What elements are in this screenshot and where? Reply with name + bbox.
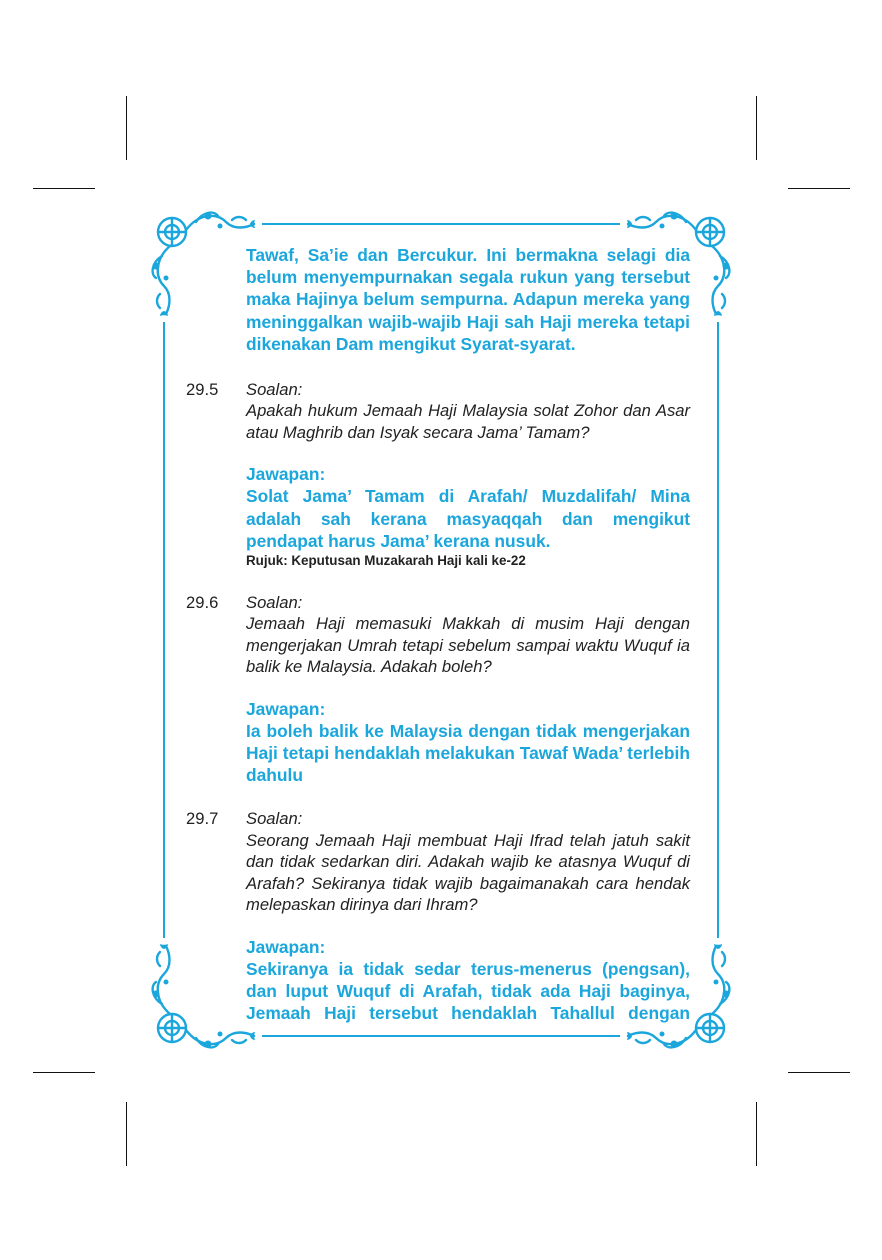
question-number: 29.6 [186, 593, 219, 613]
answer-label: Jawapan: [246, 464, 326, 485]
intro-paragraph: Tawaf, Sa’ie dan Bercukur. Ini bermakna selagi dia belum menyempurnakan segala rukun yang tersebut maka Hajinya belum sempurna. Adapun mereka yang meninggalkan wajib-wajib Haji sah Haji mereka tetapi dikenakan Dam mengikut Syarat-syarat. [246, 245, 690, 354]
reference-text: Rujuk: Keputusan Muzakarah Haji kali ke-22 [246, 553, 526, 569]
question-item [186, 808, 690, 1024]
question-number: 29.5 [186, 380, 219, 400]
answer-text: Ia boleh balik ke Malaysia dengan tidak mengerjakan Haji tetapi hendaklah melakukan Tawaf Wada’ terlebih dahulu [246, 720, 690, 786]
page-content [186, 244, 690, 1024]
question-item [186, 379, 690, 570]
answer-text: Sekiranya ia tidak sedar terus-menerus (pengsan), dan luput Wuquf di Arafah, tidak ada Haji baginya, Jemaah Haji tersebut hendaklah Tahallul dengan [246, 958, 690, 1024]
question-text: Seorang Jemaah Haji membuat Haji Ifrad telah jatuh sakit dan tidak sedarkan diri. Adakah wajib ke atasnya Wuquf di Arafah? Sekiranya tidak wajib bagaimanakah cara hendak melepaskan dirinya dari Ihram? [246, 830, 690, 915]
question-text: Apakah hukum Jemaah Haji Malaysia solat Zohor dan Asar atau Maghrib dan Isyak secara Jama’ Tamam? [246, 401, 690, 442]
answer-label: Jawapan: [246, 936, 326, 957]
answer-text: Solat Jama’ Tamam di Arafah/ Muzdalifah/ Mina adalah sah kerana masyaqqah dan mengikut pendapat harus Jama’ kerana nusuk. [246, 486, 690, 551]
answer-label: Jawapan: [246, 698, 326, 719]
question-label: Soalan: [246, 380, 303, 400]
question-text: Jemaah Haji memasuki Makkah di musim Haji dengan mengerjakan Umrah tetapi sebelum sampai waktu Wuquf ia balik ke Malaysia. Adakah boleh? [246, 614, 690, 677]
question-label: Soalan: [246, 593, 303, 613]
question-number: 29.7 [186, 809, 219, 829]
question-item [186, 592, 690, 786]
question-label: Soalan: [246, 809, 303, 829]
